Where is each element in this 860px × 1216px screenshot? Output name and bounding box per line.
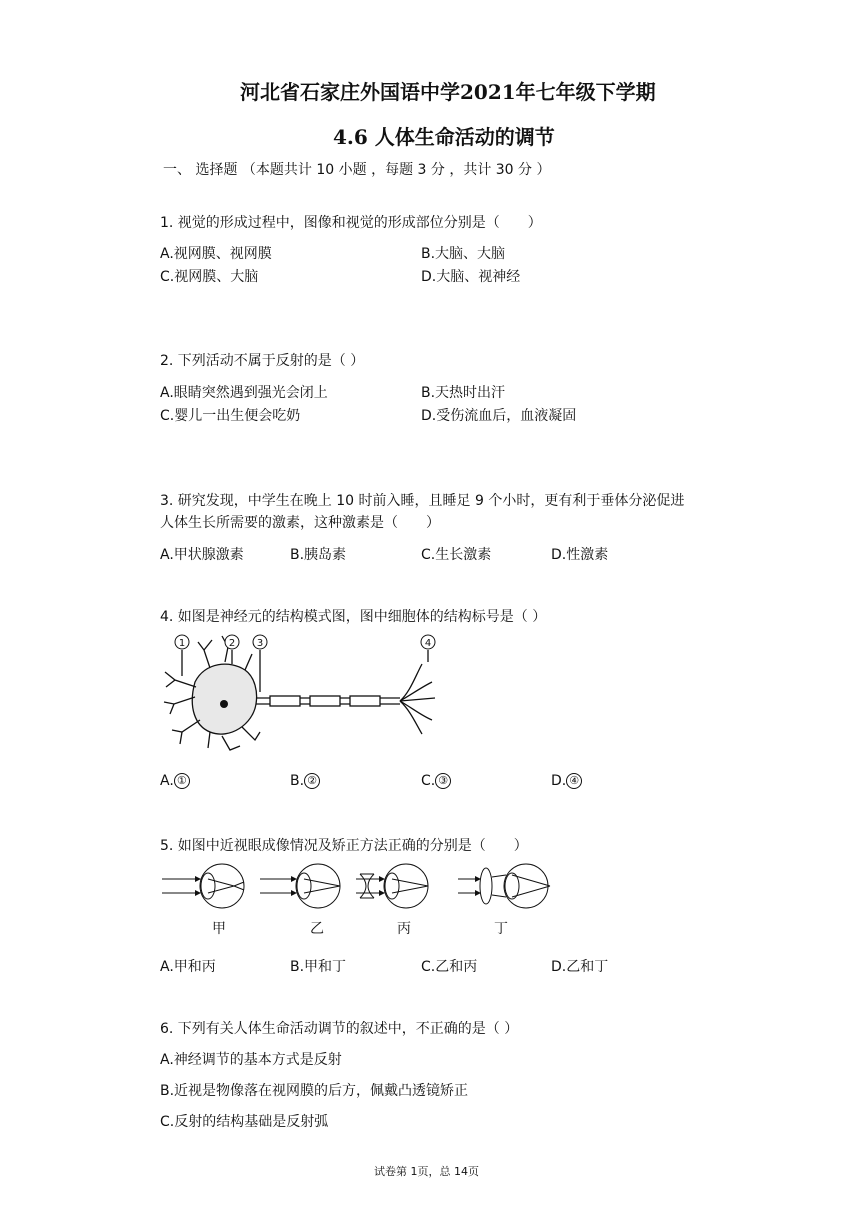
q6-option-b: B.近视是物像落在视网膜的后方，佩戴凸透镜矫正 <box>160 1083 469 1099</box>
page-footer: 试卷第 1页，总 14页 <box>374 1165 479 1178</box>
q4-option-a-mark: ① <box>174 773 190 789</box>
q1-option-c: C.视网膜、大脑 <box>160 269 259 285</box>
q4-option-b-mark: ② <box>304 773 320 789</box>
q2-option-b: B.天热时出汗 <box>421 385 506 401</box>
page-title: 河北省石家庄外国语中学2021年七年级下学期 <box>240 80 656 104</box>
q6-option-c: C.反射的结构基础是反射弧 <box>160 1114 329 1130</box>
eye-label-ding: 丁 <box>494 921 508 937</box>
page-subtitle: 4.6 人体生命活动的调节 <box>333 125 555 149</box>
eye-label-yi: 乙 <box>310 921 324 937</box>
section-heading: 一、 选择题 （本题共计 10 小题 ，每题 3 分 ，共计 30 分 ） <box>163 162 551 178</box>
question-2-stem: 2. 下列活动不属于反射的是（ ） <box>160 353 365 369</box>
q2-option-d: D.受伤流血后，血液凝固 <box>421 408 577 424</box>
q1-option-b: B.大脑、大脑 <box>421 246 506 262</box>
q5-option-d: D.乙和丁 <box>551 959 609 975</box>
q3-option-b: B.胰岛素 <box>290 547 347 563</box>
eye-label-bing: 丙 <box>397 921 411 937</box>
q4-option-c-mark: ③ <box>435 773 451 789</box>
q5-option-c: C.乙和丙 <box>421 959 478 975</box>
q1-option-a: A.视网膜、视网膜 <box>160 246 272 262</box>
q2-option-c: C.婴儿一出生便会吃奶 <box>160 408 301 424</box>
eye-diagrams <box>160 862 560 910</box>
question-3-stem-line2: 人体生长所需要的激素，这种激素是（ ） <box>160 515 440 531</box>
q4-option-a: A. ① <box>160 773 190 789</box>
q4-option-d-mark: ④ <box>566 773 582 789</box>
svg-text:2: 2 <box>228 638 236 649</box>
svg-text:3: 3 <box>256 638 264 649</box>
question-4-stem: 4. 如图是神经元的结构模式图，图中细胞体的结构标号是（ ） <box>160 609 547 625</box>
svg-text:1: 1 <box>178 638 186 649</box>
question-6-stem: 6. 下列有关人体生命活动调节的叙述中，不正确的是（ ） <box>160 1021 519 1037</box>
q4-option-b: B. ② <box>290 773 320 789</box>
q1-option-d: D.大脑、视神经 <box>421 269 521 285</box>
q6-option-a: A.神经调节的基本方式是反射 <box>160 1052 342 1068</box>
neuron-diagram <box>160 632 450 754</box>
q3-option-a: A.甲状腺激素 <box>160 547 244 563</box>
question-5-stem: 5. 如图中近视眼成像情况及矫正方法正确的分别是（ ） <box>160 838 528 854</box>
q4-option-d: D. ④ <box>551 773 582 789</box>
q4-option-c: C. ③ <box>421 773 451 789</box>
question-3-stem-line1: 3. 研究发现，中学生在晚上 10 时前入睡，且睡足 9 个小时，更有利于垂体分泌促进 <box>160 493 685 509</box>
q5-option-b: B.甲和丁 <box>290 959 347 975</box>
question-1-stem: 1. 视觉的形成过程中，图像和视觉的形成部位分别是（ ） <box>160 215 542 231</box>
q3-option-d: D.性激素 <box>551 547 609 563</box>
svg-text:4: 4 <box>424 638 432 649</box>
q2-option-a: A.眼睛突然遇到强光会闭上 <box>160 385 328 401</box>
q3-option-c: C.生长激素 <box>421 547 492 563</box>
eye-label-jia: 甲 <box>212 921 226 937</box>
q5-option-a: A.甲和丙 <box>160 959 216 975</box>
